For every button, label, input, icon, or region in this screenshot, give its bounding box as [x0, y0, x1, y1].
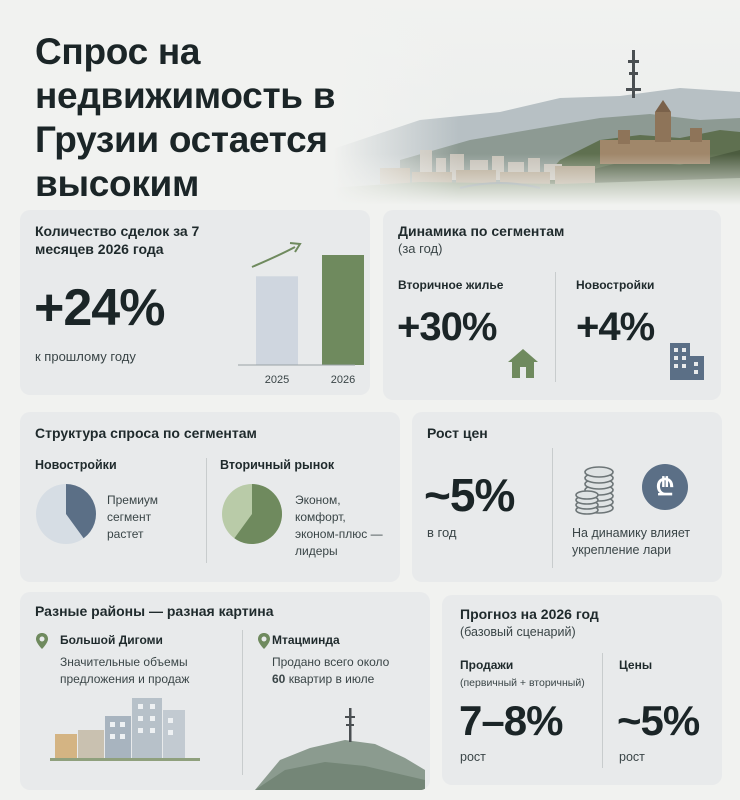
forecast-divider [602, 653, 603, 768]
deals-caption: к прошлому году [35, 349, 136, 364]
price-value: ~5% [424, 469, 515, 521]
secondary-value: +30% [397, 305, 497, 349]
segments-card [383, 210, 721, 400]
district2-text [272, 654, 402, 688]
forecast-sub: (базовый сценарий) [460, 625, 576, 639]
deals-bar-chart [220, 215, 370, 390]
structure-secondary-text: Эконом, комфорт, эконом-плюс — лидеры [295, 493, 383, 558]
district1-text: Значительные объемы предложения и продаж [60, 655, 190, 686]
new-value: +4% [576, 305, 655, 349]
mtatsminda-hill-illustration [255, 700, 425, 790]
house-icon [506, 346, 540, 380]
districts-divider [242, 630, 243, 775]
page-title: Спрос на недвижимость в Грузии остается высоким [35, 31, 336, 204]
bar-2025 [256, 276, 298, 365]
segments-divider [555, 272, 556, 382]
price-divider [552, 448, 553, 568]
trend-arrow [252, 247, 295, 267]
structure-divider [206, 458, 207, 563]
structure-new-text: Премиум сегмент растет [107, 493, 159, 541]
structure-secondary-label: Вторичный рынок [220, 458, 335, 472]
deals-value: +24% [34, 279, 165, 337]
secondary-pie-chart [220, 482, 284, 546]
hero-banner [0, 0, 740, 205]
deals-heading: Количество сделок за 7 месяцев 2026 года [35, 223, 200, 257]
new-pie-chart [34, 482, 98, 546]
secondary-label: Вторичное жилье [398, 278, 504, 292]
district2-name: Мтацминда [272, 633, 340, 647]
forecast-sales-caption: рост [460, 750, 486, 764]
deals-card [20, 210, 370, 395]
forecast-heading: Прогноз на 2026 год [460, 606, 599, 622]
forecast-sales-note: (первичный + вторичный) [460, 677, 585, 689]
building-icon [667, 340, 707, 380]
forecast-sales-label: Продажи [460, 658, 514, 672]
price-card [412, 412, 722, 582]
district2-text-pre: Продано всего около [272, 655, 390, 669]
district1-name: Большой Дигоми [60, 633, 163, 647]
structure-heading: Структура спроса по сегментам [35, 425, 257, 441]
district2-count: 60 [272, 672, 286, 686]
segments-sub: (за год) [398, 241, 443, 256]
tick-label-2025: 2025 [264, 374, 290, 386]
location-pin-icon [35, 632, 49, 650]
forecast-card [442, 595, 722, 785]
districts-heading: Разные районы — разная картина [35, 603, 274, 619]
forecast-prices-caption: рост [619, 750, 645, 764]
structure-new-label: Новостройки [35, 458, 117, 472]
forecast-sales-value: 7–8% [459, 697, 563, 744]
price-note: На динамику влияет укрепление лари [572, 526, 691, 557]
structure-card [20, 412, 400, 582]
tick-label-2026: 2026 [330, 374, 356, 386]
lari-icon [640, 462, 690, 512]
residential-buildings-illustration [50, 694, 200, 774]
forecast-prices-label: Цены [619, 658, 653, 672]
segments-heading: Динамика по сегментам [398, 223, 565, 239]
price-caption: в год [427, 525, 457, 540]
new-label: Новостройки [576, 278, 655, 292]
forecast-prices-value: ~5% [617, 697, 700, 744]
price-heading: Рост цен [427, 425, 488, 441]
district2-text-post: квартир в июле [285, 672, 375, 686]
coins-icon [574, 460, 618, 520]
districts-card [20, 592, 430, 790]
svg-text:₾: ₾ [655, 473, 675, 501]
location-pin-icon [257, 632, 271, 650]
bar-2026 [322, 255, 364, 365]
